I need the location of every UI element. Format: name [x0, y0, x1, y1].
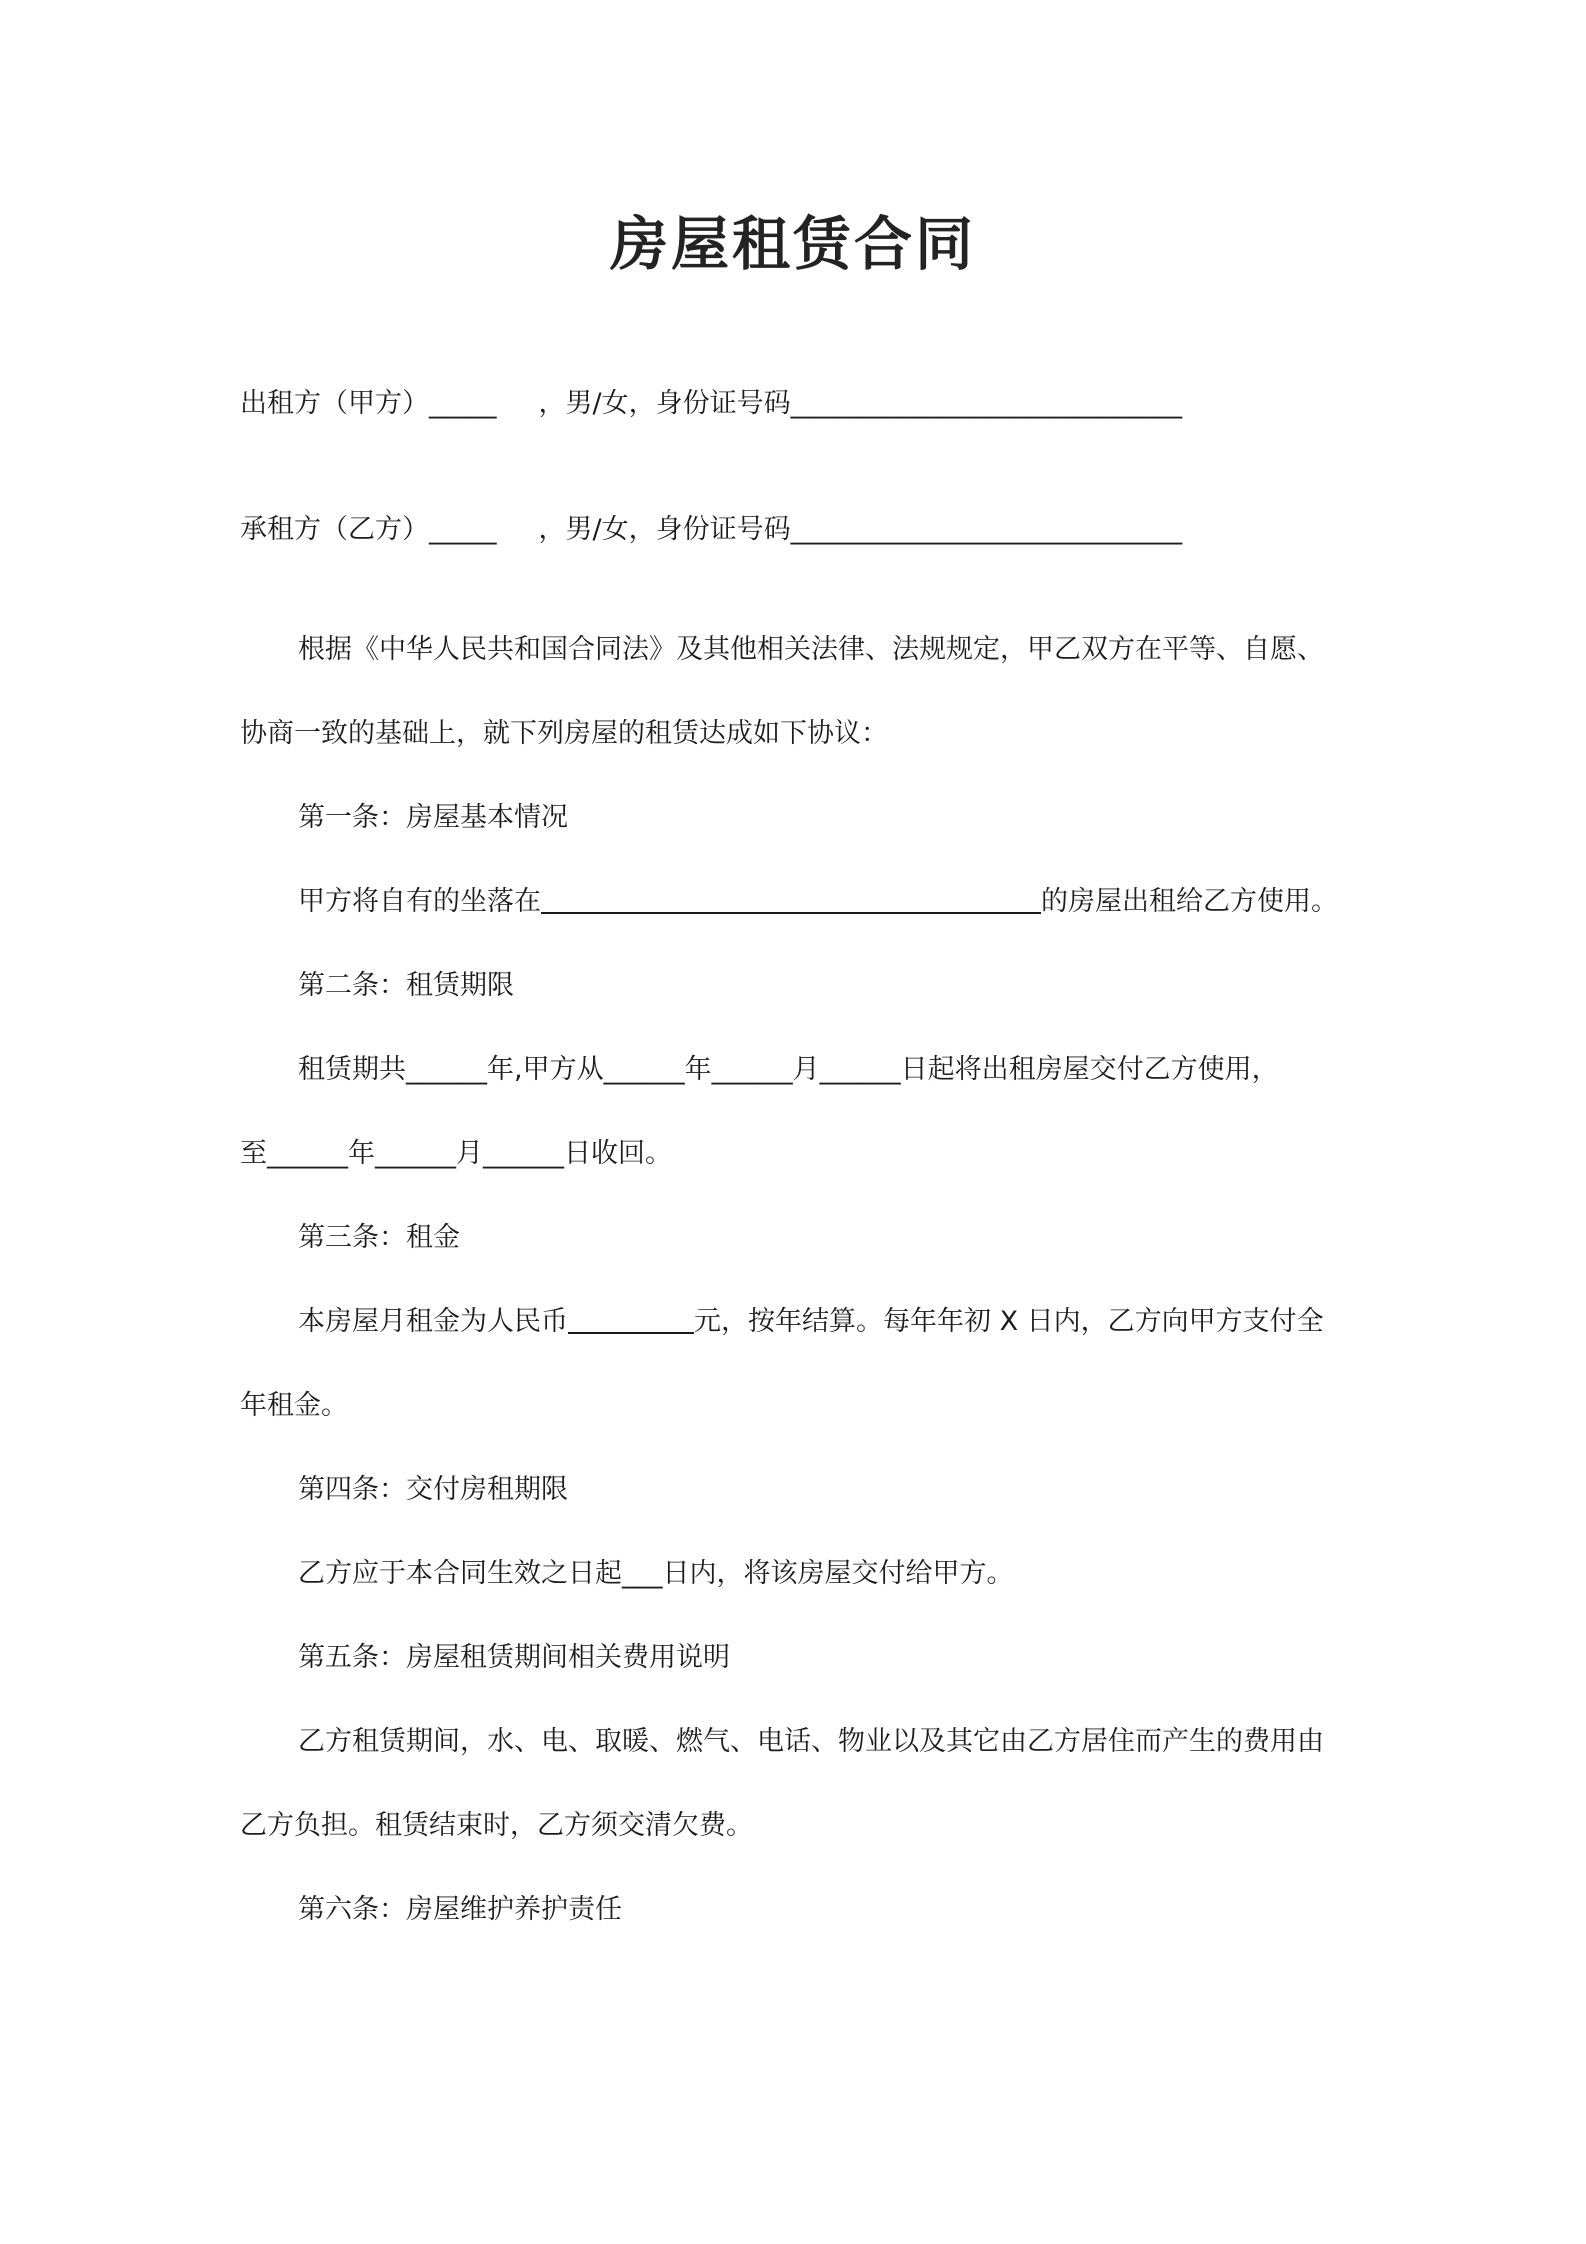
article-2-heading: 第二条：租赁期限: [298, 970, 514, 1001]
article-3-text-before: 本房屋月租金为人民币: [298, 1306, 568, 1337]
preamble-line-2: 协商一致的基础上，就下列房屋的租赁达成如下协议：: [240, 718, 888, 749]
party-b-line: [240, 510, 1360, 550]
article-5-line-2: 乙方负担。租赁结束时，乙方须交清欠费。: [240, 1810, 753, 1841]
article-3-line-2: 年租金。: [240, 1390, 348, 1421]
article-3-line-1: [298, 1302, 1360, 1342]
party-b-name-blank: _____: [429, 514, 497, 545]
article-5-line-1: 乙方租赁期间，水、电、取暖、燃气、电话、物业以及其它由乙方居住而产生的费用由: [298, 1726, 1324, 1757]
article-1-text: [298, 882, 1360, 922]
article-3-text-after: 元，按年结算。每年年初 X 日内，乙方向甲方支付全: [694, 1306, 1324, 1337]
address-blank: [541, 884, 1041, 914]
party-a-label: 出租方（甲方）: [240, 388, 429, 419]
article-4-heading: 第四条：交付房租期限: [298, 1474, 568, 1505]
article-4-text: 乙方应于本合同生效之日起___日内，将该房屋交付给甲方。: [298, 1558, 1014, 1589]
party-b-label: 承租方（乙方）: [240, 514, 429, 545]
document-title: 房屋租赁合同: [609, 210, 976, 278]
article-5-heading: 第五条：房屋租赁期间相关费用说明: [298, 1642, 730, 1673]
party-a-name-blank: _____: [429, 388, 497, 419]
rent-amount-blank: [568, 1304, 694, 1334]
party-b-id-blank: _____________________________: [790, 514, 1183, 545]
article-1-heading: 第一条：房屋基本情况: [298, 802, 568, 833]
party-b-gender-id-label: ，男/女，身份证号码: [538, 514, 791, 545]
article-3-heading: 第三条：租金: [298, 1222, 460, 1253]
party-a-id-blank: _____________________________: [790, 388, 1183, 419]
party-a-line: [240, 384, 1360, 424]
article-2-line-1: 租赁期共______年,甲方从______年______月______日起将出租房屋交付乙方使用，: [298, 1054, 1279, 1085]
party-a-gender-id-label: ，男/女，身份证号码: [538, 388, 791, 419]
article-1-text-before: 甲方将自有的坐落在: [298, 886, 541, 917]
article-1-text-after: 的房屋出租给乙方使用。: [1041, 886, 1338, 917]
article-6-heading: 第六条：房屋维护养护责任: [298, 1894, 622, 1925]
preamble-line-1: 根据《中华人民共和国合同法》及其他相关法律、法规规定，甲乙双方在平等、自愿、: [298, 634, 1324, 665]
article-2-line-2: 至______年______月______日收回。: [240, 1138, 672, 1169]
